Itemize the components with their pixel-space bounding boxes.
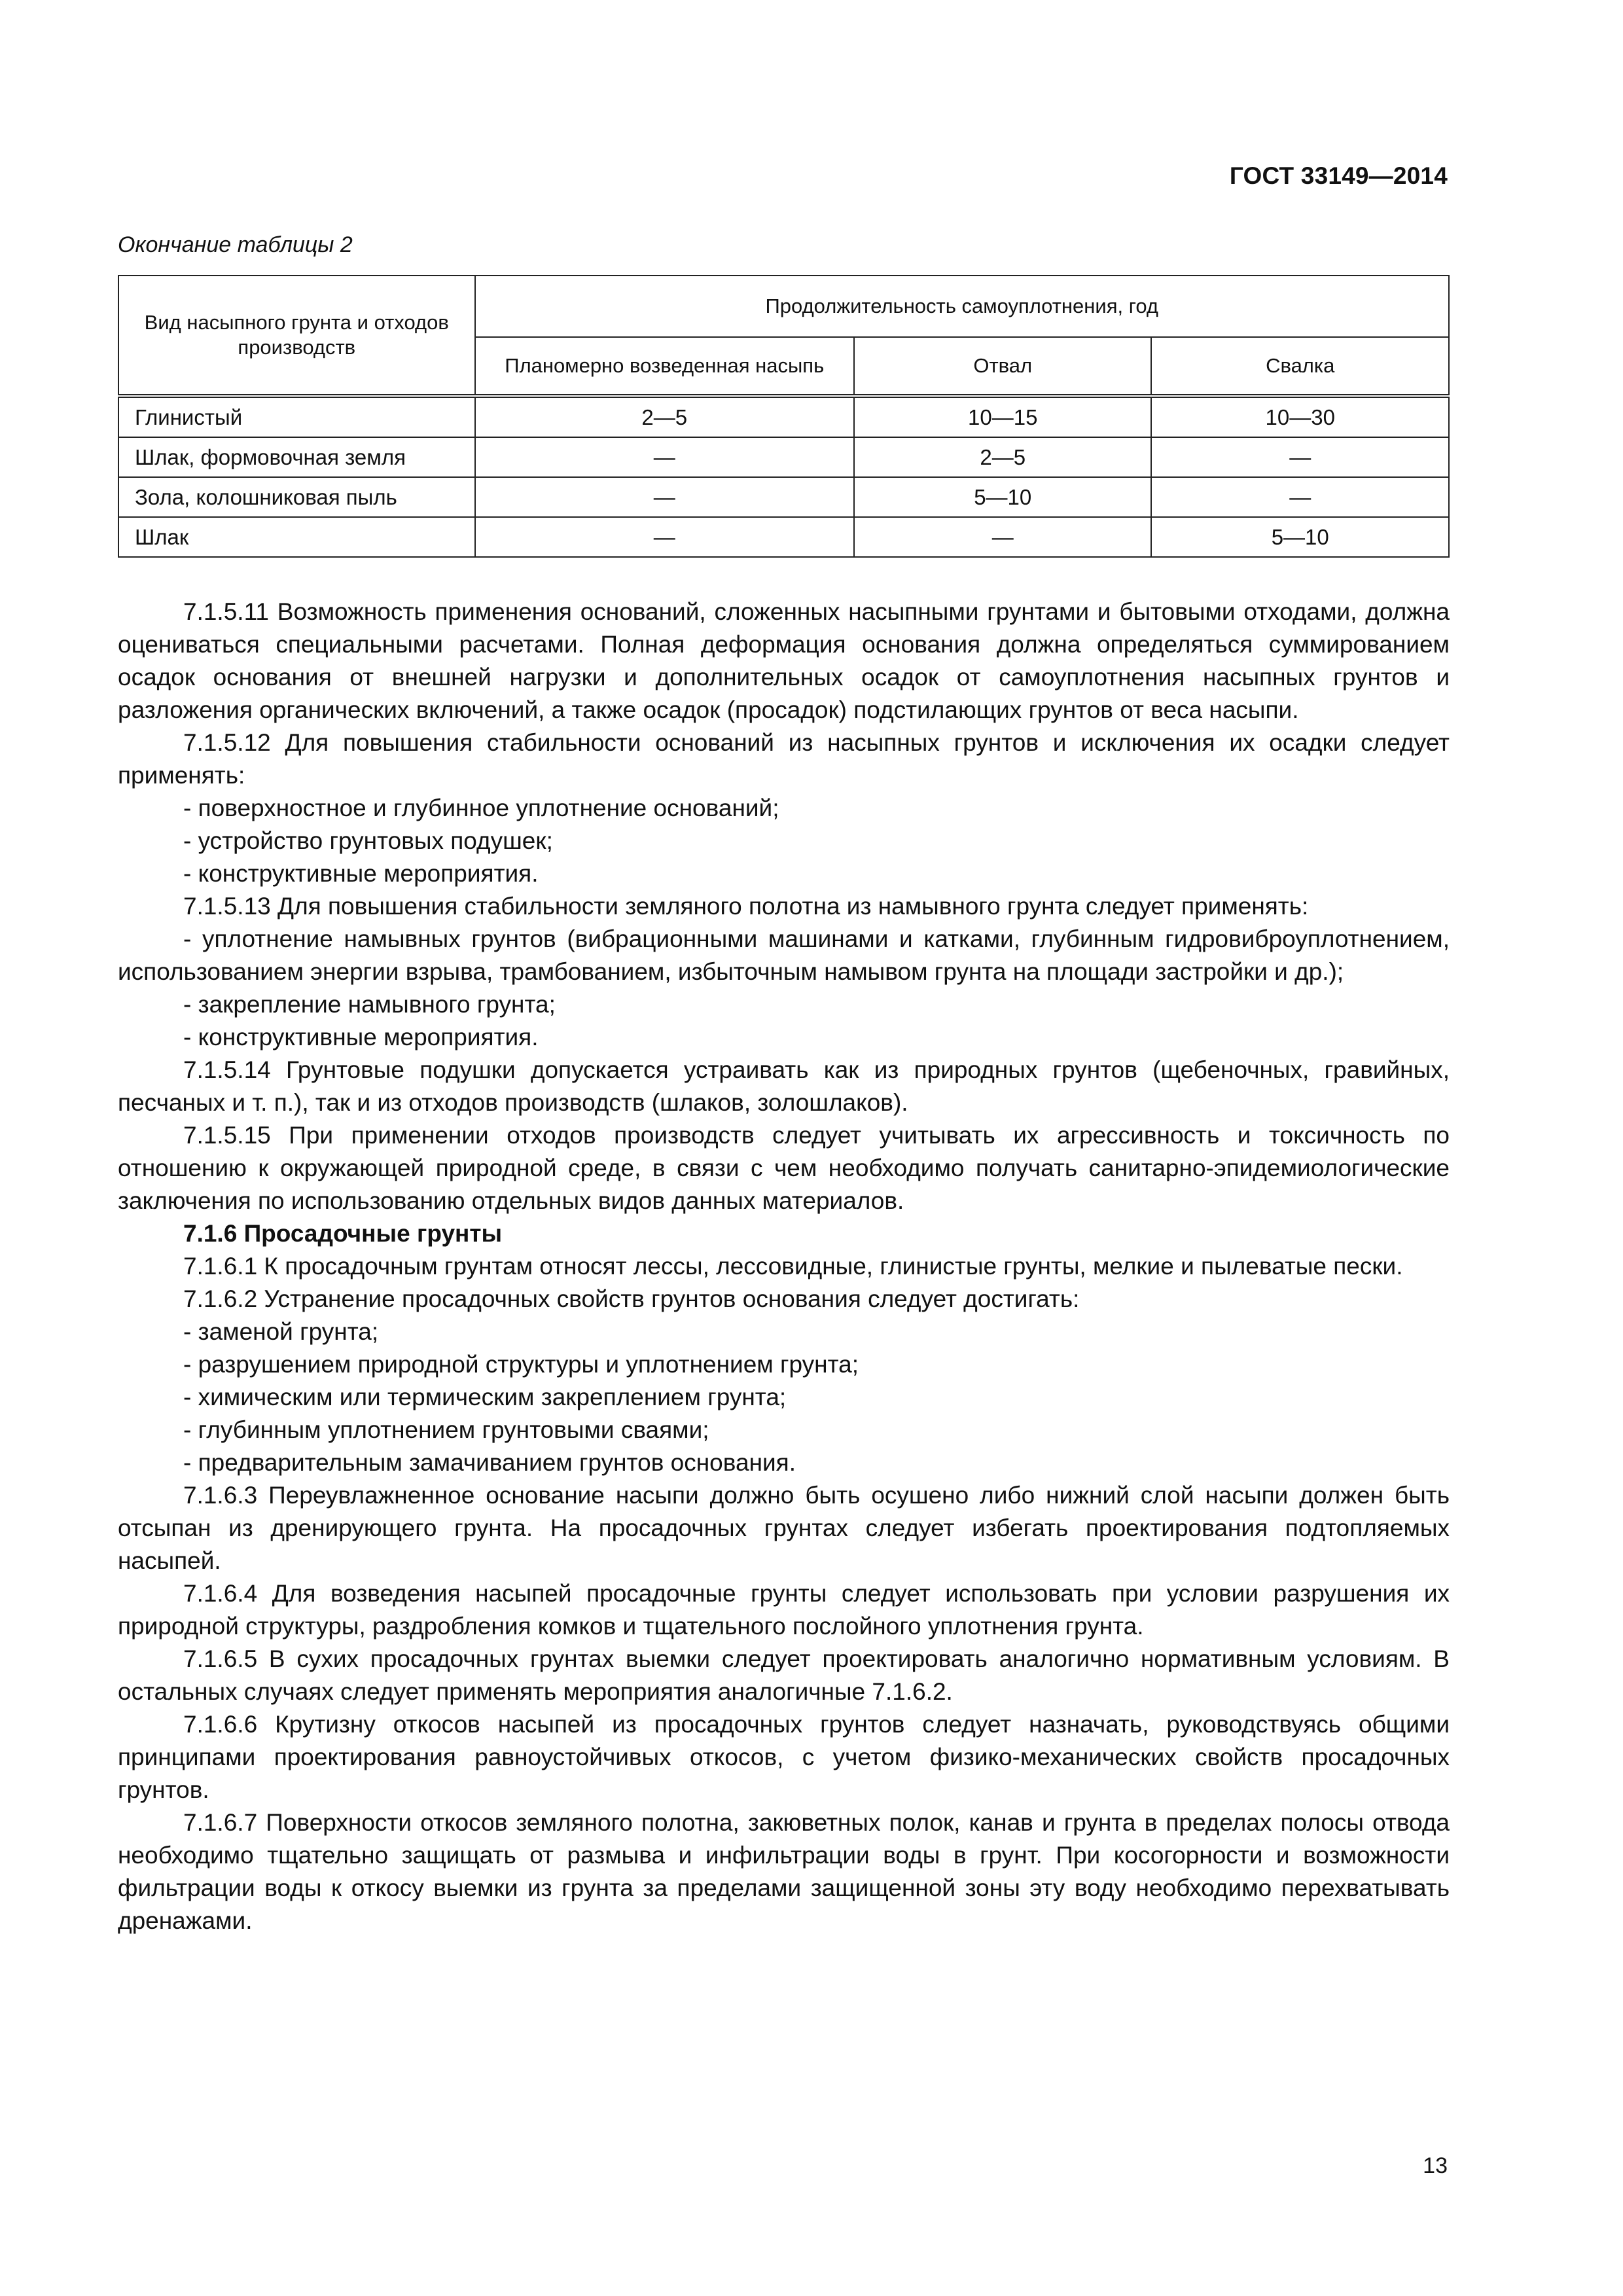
body-text: [118, 596, 1450, 1937]
table-cell: Шлак: [118, 517, 475, 557]
paragraph-7-1-6-7: 7.1.6.7 Поверхности откосов земляного полотна, закюветных полок, канав и грунта в пределах полосы отвода необходимо тщательно защищать от размыва и инфильтрации воды в грунт. При косогорности и возможности фильтрации воды к откосу выемки из грунта за пределами защищенной зоны эту воду необходимо перехватывать дренажами.: [118, 1809, 1450, 1934]
table-cell: Зола, колошниковая пыль: [118, 477, 475, 517]
table-cell: 5—10: [1151, 517, 1449, 557]
list-item: - закрепление намывного грунта;: [183, 991, 556, 1018]
table-row: [118, 477, 1449, 517]
list-item: - уплотнение намывных грунтов (вибрационными машинами и катками, глубинным гидровиброуплотнением, использованием энергии взрыва, трамбованием, избыточным намывом грунта на площади застройки и др.);: [118, 925, 1450, 985]
table-header-group: Продолжительность самоуплотнения, год: [475, 276, 1449, 337]
table-cell: 2—5: [475, 396, 854, 437]
paragraph-7-1-5-11: 7.1.5.11 Возможность применения оснований, сложенных насыпными грунтами и бытовыми отходами, должна оцениваться специальными расчетами. Полная деформация основания должна определяться суммированием осадок основания от внешней нагрузки и дополнительных осадок от самоуплотнения насыпных грунтов и разложения органических включений, а также осадок (просадок) подстилающих грунтов от веса насыпи.: [118, 598, 1450, 723]
document-id: ГОСТ 33149—2014: [1229, 162, 1448, 189]
paragraph-7-1-5-15: 7.1.5.15 При применении отходов производств следует учитывать их агрессивность и токсичность по отношению к окружающей природной среде, в связи с чем необходимо получать санитарно-эпидемиологические заключения по использованию отдельных видов данных материалов.: [118, 1122, 1450, 1214]
paragraph-7-1-6-6: 7.1.6.6 Крутизну откосов насыпей из просадочных грунтов следует назначать, руководствуясь общими принципами проектирования равноустойчивых откосов, с учетом физико-механических свойств просадочных грунтов.: [118, 1711, 1450, 1803]
page-number: 13: [1423, 2153, 1448, 2178]
list-item: - конструктивные мероприятия.: [183, 1024, 539, 1050]
table-caption: Окончание таблицы 2: [118, 232, 353, 257]
table-cell: 5—10: [854, 477, 1151, 517]
paragraph-7-1-6-5: 7.1.6.5 В сухих просадочных грунтах выемки следует проектировать аналогично нормативным условиям. В остальных случаях следует применять мероприятия аналогичные 7.1.6.2.: [118, 1645, 1450, 1705]
table-subheader-embankment: Планомерно возведенная насыпь: [475, 337, 854, 396]
list-item: - разрушением природной структуры и уплотнением грунта;: [183, 1351, 859, 1378]
section-heading: 7.1.6 Просадочные грунты: [183, 1220, 503, 1247]
table-subheader-dump: Отвал: [854, 337, 1151, 396]
table-cell: —: [1151, 477, 1449, 517]
table-row: [118, 437, 1449, 477]
table-cell: Глинистый: [118, 396, 475, 437]
paragraph-7-1-6-4: 7.1.6.4 Для возведения насыпей просадочные грунты следует использовать при условии разрушения их природной структуры, раздробления комков и тщательного послойного уплотнения грунта.: [118, 1580, 1450, 1640]
paragraph-7-1-6-2: 7.1.6.2 Устранение просадочных свойств грунтов основания следует достигать:: [183, 1285, 1080, 1312]
table-cell: 2—5: [854, 437, 1151, 477]
list-item: - химическим или термическим закреплением грунта;: [183, 1384, 787, 1410]
list-item: - заменой грунта;: [183, 1318, 379, 1345]
list-item: - предварительным замачиванием грунтов основания.: [183, 1449, 796, 1476]
list-item: - глубинным уплотнением грунтовыми сваями;: [183, 1416, 709, 1443]
paragraph-7-1-6-1: 7.1.6.1 К просадочным грунтам относят лессы, лессовидные, глинистые грунты, мелкие и пылеватые пески.: [183, 1253, 1403, 1280]
table-cell: —: [475, 477, 854, 517]
table-cell: —: [475, 437, 854, 477]
list-item: - конструктивные мероприятия.: [183, 860, 539, 887]
list-item: - поверхностное и глубинное уплотнение оснований;: [183, 795, 779, 821]
duration-table: [118, 275, 1450, 558]
paragraph-7-1-5-13: 7.1.5.13 Для повышения стабильности земляного полотна из намывного грунта следует применять:: [183, 893, 1309, 920]
paragraph-7-1-5-12: 7.1.5.12 Для повышения стабильности оснований из насыпных грунтов и исключения их осадки следует применять:: [118, 729, 1450, 789]
table-cell: —: [854, 517, 1151, 557]
table-cell: —: [475, 517, 854, 557]
table-cell: 10—15: [854, 396, 1151, 437]
table-cell: —: [1151, 437, 1449, 477]
paragraph-7-1-6-3: 7.1.6.3 Переувлажненное основание насыпи должно быть осушено либо нижний слой насыпи должен быть отсыпан из дренирующего грунта. На просадочных грунтах следует избегать проектирования подтопляемых насыпей.: [118, 1482, 1450, 1574]
table-subheader-landfill: Свалка: [1151, 337, 1449, 396]
table-row: [118, 517, 1449, 557]
table-row: [118, 396, 1449, 437]
table-header-type: Вид насыпного грунта и отходов производств: [118, 276, 475, 396]
table-cell: 10—30: [1151, 396, 1449, 437]
list-item: - устройство грунтовых подушек;: [183, 827, 553, 854]
paragraph-7-1-5-14: 7.1.5.14 Грунтовые подушки допускается устраивать как из природных грунтов (щебеночных, гравийных, песчаных и т. п.), так и из отходов производств (шлаков, золошлаков).: [118, 1056, 1450, 1116]
table-cell: Шлак, формовочная земля: [118, 437, 475, 477]
